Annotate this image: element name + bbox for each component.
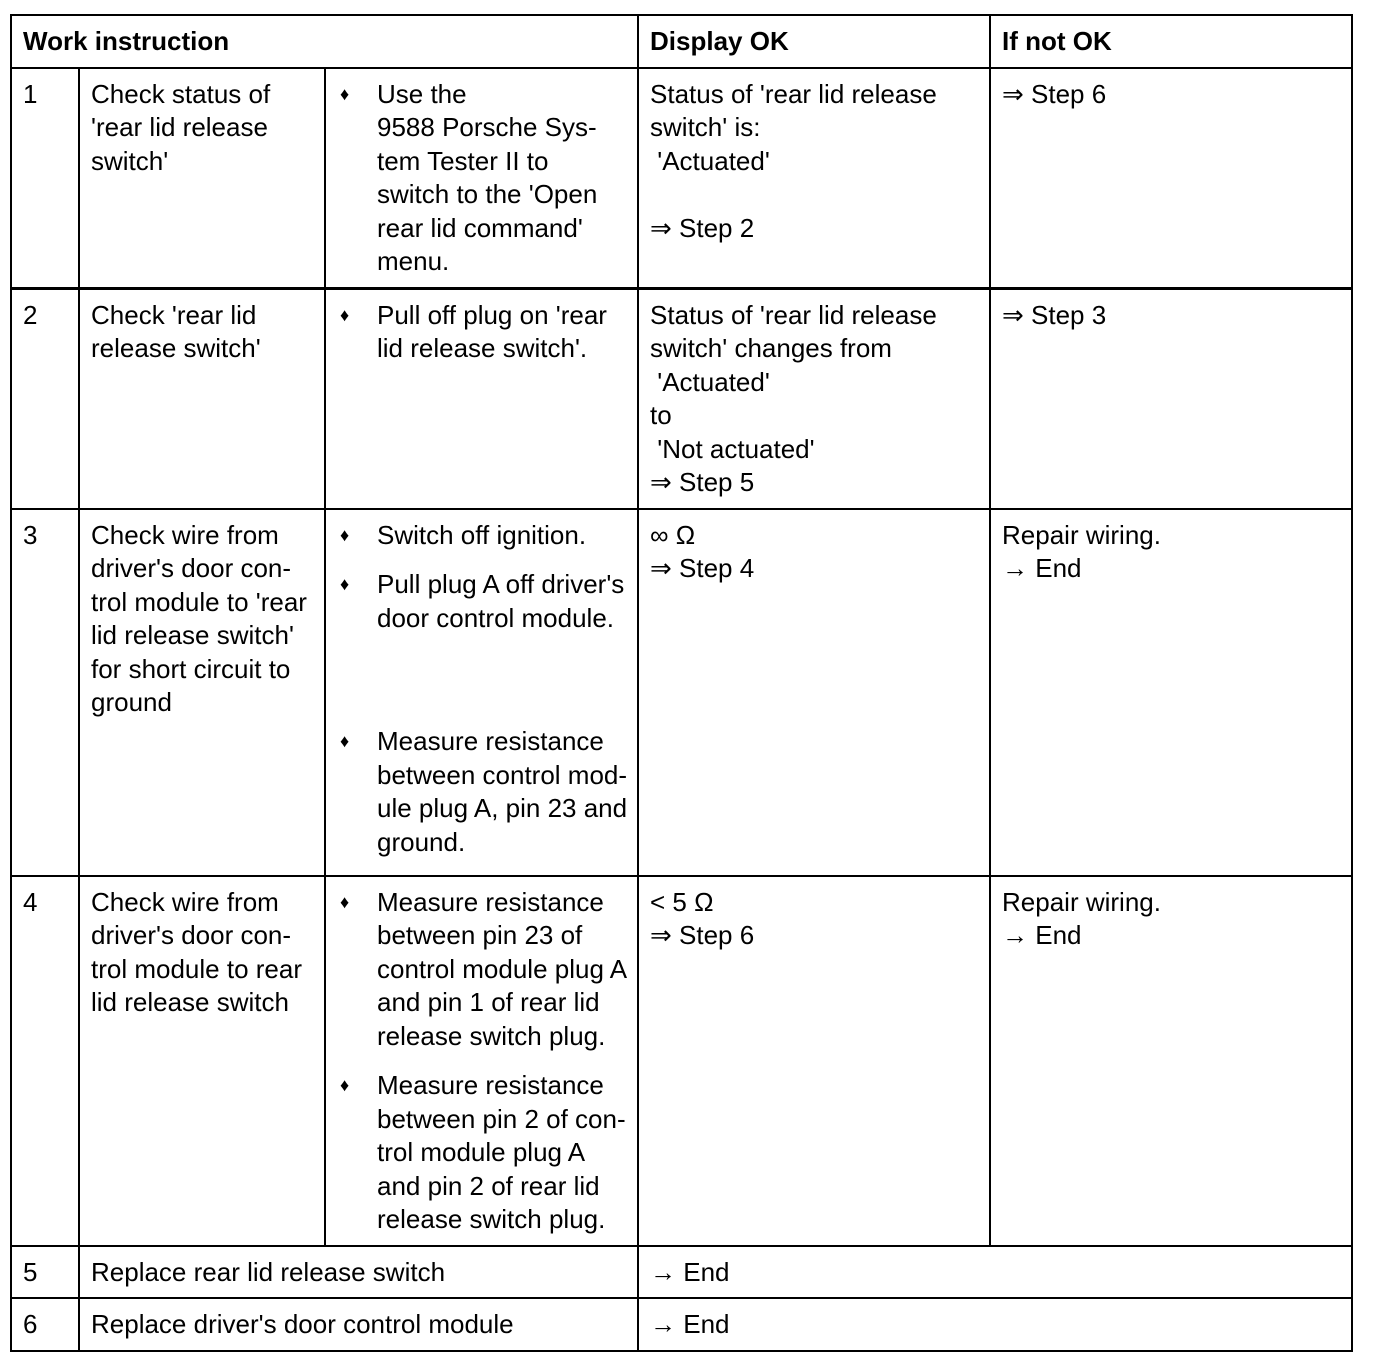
work-instruction-table [10, 14, 1353, 1352]
if-not-ok-cell [990, 288, 1352, 509]
action-list [325, 876, 638, 1246]
check-description [79, 288, 325, 509]
if-not-ok-cell [990, 509, 1352, 876]
text-line: ⇒ Step 5 [650, 467, 755, 497]
table-row [11, 509, 1352, 876]
text-line: Pull plug A off driver's [377, 569, 625, 599]
action-item [337, 519, 627, 553]
text-line [650, 178, 979, 212]
text-line: 'Not actuated' [650, 433, 815, 464]
table-header-row [11, 15, 1352, 68]
text-line: ground. [377, 826, 466, 857]
text-line: release switch plug. [377, 1020, 606, 1051]
check-description [79, 876, 325, 1246]
text-line: switch' changes from [650, 333, 892, 363]
diamond-bullet-icon: ♦ [340, 891, 350, 912]
display-ok-cell [638, 509, 990, 876]
header-if-not-ok: If not OK [990, 15, 1352, 68]
text-line: Check wire from [91, 886, 279, 917]
text-line: door control module. [377, 602, 615, 633]
action-list [325, 288, 638, 509]
if-not-ok-cell [990, 876, 1352, 1246]
text-line: lid release switch [91, 987, 289, 1017]
text-line: Check 'rear lid [91, 299, 257, 330]
text-line: to [650, 400, 672, 430]
step-number: 4 [11, 876, 79, 1246]
diamond-bullet-icon: ♦ [340, 524, 350, 545]
diamond-bullet-icon: ♦ [340, 1075, 350, 1095]
text-line: Status of 'rear lid release [650, 78, 937, 109]
diamond-bullet-icon: ♦ [340, 574, 350, 594]
step-number: 6 [11, 1298, 79, 1351]
text-line: Check status of [91, 78, 271, 109]
diamond-bullet-icon: ♦ [340, 304, 350, 325]
text-line: 'Actuated' [650, 145, 770, 176]
text-line: rear lid command' [377, 212, 583, 243]
display-ok-cell [638, 288, 990, 509]
text-line: tem Tester II to [377, 145, 549, 176]
instruction-cell: Replace rear lid release switch [79, 1246, 638, 1299]
header-work-instruction: Work instruction [11, 15, 638, 68]
table-row [11, 1246, 1352, 1299]
table-row [11, 1298, 1352, 1351]
action-item [337, 1069, 627, 1237]
text-line: and pin 2 of rear lid [377, 1170, 600, 1201]
text-line: switch to the 'Open [377, 179, 598, 209]
text-line: → End [1002, 920, 1082, 950]
text-line: Measure resistance [377, 1070, 604, 1100]
text-line: switch' is: [650, 112, 761, 142]
text-line: Repair wiring. [1002, 886, 1161, 917]
step-number: 3 [11, 509, 79, 876]
text-line: ⇒ Step 4 [650, 553, 755, 583]
display-ok-cell [638, 68, 990, 289]
step-number: 1 [11, 68, 79, 289]
text-line: Check wire from [91, 519, 279, 550]
text-line: Switch off ignition. [377, 519, 587, 550]
text-line: ⇒ Step 6 [650, 920, 755, 950]
text-line: lid release switch'. [377, 333, 588, 363]
text-line: ule plug A, pin 23 and [377, 793, 628, 823]
text-line: 'Actuated' [650, 366, 770, 397]
table-row [11, 288, 1352, 509]
table-row [11, 876, 1352, 1246]
result-cell: → End [638, 1298, 1352, 1351]
text-line: ground [91, 687, 172, 717]
step-number: 5 [11, 1246, 79, 1299]
text-line: release switch plug. [377, 1204, 606, 1234]
text-line: between pin 2 of con- [377, 1103, 626, 1134]
text-line: Use the [377, 78, 467, 109]
table-row [11, 68, 1352, 289]
step-number: 2 [11, 288, 79, 509]
action-item [337, 568, 627, 635]
text-line: ⇒ Step 2 [650, 212, 755, 243]
action-item [337, 299, 627, 366]
check-description [79, 509, 325, 876]
text-line: between control mod- [377, 759, 628, 790]
action-item [337, 886, 627, 1054]
text-line: for short circuit to [91, 653, 291, 684]
text-line: Pull off plug on 'rear [377, 299, 607, 330]
if-not-ok-cell [990, 68, 1352, 289]
text-line: Measure resistance [377, 886, 604, 917]
check-description [79, 68, 325, 289]
text-line: release switch' [91, 333, 261, 363]
text-line: menu. [377, 246, 450, 276]
text-line: and pin 1 of rear lid [377, 987, 600, 1017]
text-line: 'rear lid release [91, 112, 268, 142]
text-line: trol module plug A [377, 1137, 586, 1167]
diamond-bullet-icon: ♦ [340, 83, 350, 104]
text-line: Measure resistance [377, 726, 604, 756]
text-line: 9588 Porsche Sys- [377, 112, 597, 142]
text-line: ⇒ Step 3 [1002, 299, 1107, 330]
action-list [325, 68, 638, 289]
action-list [325, 509, 638, 876]
action-item [337, 725, 627, 859]
text-line: between pin 23 of [377, 920, 583, 950]
text-line: lid release switch' [91, 620, 294, 650]
text-line: ∞ Ω [650, 519, 696, 550]
text-line: driver's door con- [91, 553, 292, 583]
text-line: < 5 Ω [650, 886, 714, 917]
text-line: Repair wiring. [1002, 519, 1161, 550]
text-line: driver's door con- [91, 920, 292, 950]
text-line: → End [1002, 553, 1082, 583]
text-line: Status of 'rear lid release [650, 299, 937, 330]
diamond-bullet-icon: ♦ [340, 731, 350, 751]
result-cell: → End [638, 1246, 1352, 1299]
text-line: trol module to 'rear [91, 586, 307, 617]
text-line: trol module to rear [91, 953, 302, 984]
action-item [337, 78, 627, 279]
display-ok-cell [638, 876, 990, 1246]
header-display-ok: Display OK [638, 15, 990, 68]
text-line: switch' [91, 145, 169, 176]
text-line: ⇒ Step 6 [1002, 78, 1107, 109]
instruction-cell: Replace driver's door control module [79, 1298, 638, 1351]
text-line: control module plug A [377, 953, 628, 984]
